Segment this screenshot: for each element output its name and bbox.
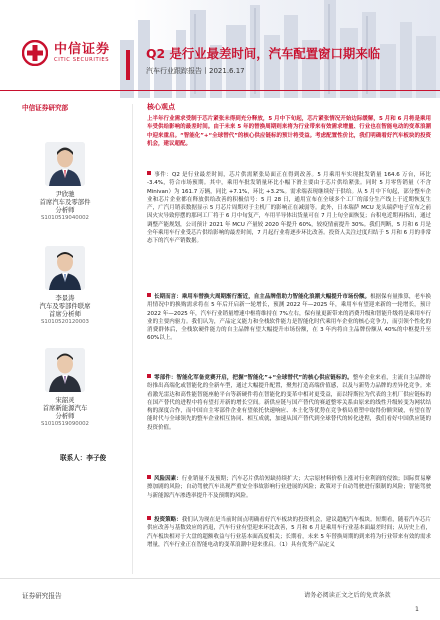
title-accent-bar [126, 50, 130, 80]
risk-heading: 风险因素： [154, 476, 182, 482]
components-paragraph [147, 374, 431, 432]
logo-chinese-name: 中信证券 [54, 41, 111, 57]
long-term-heading: 长期而言：乘用车替换大周期渐行渐近，自主品牌借助力智能化浪潮大幅提升市场份额。 [154, 294, 371, 300]
bullet-square-icon [147, 293, 151, 297]
page-number: 1 [415, 606, 419, 613]
components-heading: 零部件：智能化军备竞赛开启，把握“智能化”+“全球替代”的核心供应链标的。 [154, 375, 353, 381]
analyst-card [0, 246, 130, 327]
long-term-paragraph [147, 293, 431, 343]
analyst-name: 宋韶灵 [55, 396, 75, 404]
strategy-text: 我们认为现在是当前时间点明确看好汽车板块的投资机会，建议超配汽车板块。短期看，随着汽车芯片供应改善与基数效应的消退，汽车行业有望迎来环比改善，5 月和 6 月是乘用车行业基本面最差时间；从历史上看，汽车板块相对于大盘的超额收益与行业基本面高度相关；长期看，未来 5 年替换周期的到来将为行业带来有效的需求增量，汽车行业正在智能电动的变革浪潮中迎来重启。（1）具有优秀产品定义 [147, 517, 431, 548]
bullet-square-icon [147, 516, 151, 520]
analyst-cert-number: S1010519040002 [40, 215, 89, 221]
avatar [45, 142, 85, 186]
avatar [45, 348, 85, 392]
bullet-square-icon [147, 475, 151, 479]
report-title: Q2 是行业最差时间，汽车配置窗口期来临 [146, 46, 381, 61]
long-term-text: 根据保有量推算，老车换用情况中的换购需求将在 5 年后开启新一轮增长，预测 2022 年—2025 年，乘用车有望迎来新的一轮增长，预计 2022 年—2025 年，汽车行业销量增速中枢将维持在 7%左右，保有量更新带来的消费升级和智能升级将是乘用车行业的主要内驱力。我们认为，产品定义能力和全栈软件能力是智能化时代乘用车企业的核心竞争力，而引领个性化的消费群体后，全栈软硬件能力的自主品牌有望大幅提升市场份额，在 3 年内将自主品牌份额从 40%的中枢提升至 60%以上。 [147, 294, 431, 342]
contact-label: 联系人： [60, 454, 87, 462]
event-text: 事件：Q2 是行业最差时间，芯片供需紧张局面正在得到改善。5 月乘用车实现批发销量 164.6 万台，环比 -3.4%，符合市场预期。其中，乘用车批发销量环比小幅下滑主要由于芯片供给紧张。同时 5 月零售销量（不含 Minivan）为 161.7 万辆，同比 +7.1%，环比 +3.2%。需求端表现继续好于供给。从 5 月中下旬起，部分整车企业和芯片企业都在释放供给改善的积极信号：5 月 28 日，通用宣布在全球多个工厂的部分生产线上于近期恢复生产，广汽月销表数据显示 5 月芯片周期对于主机厂的影响正在减弱等。此外，日本瑞萨 MCU 龙头瑞萨电子宣布之前因火灾导致停摆的那珂工厂将于 6 月中旬复产，车用半导体出货量可在 7 月上旬全面恢复；台积电近期再指出，通过调整产能规划，公司预计 2021 年 MCU 产量较 2020 年提升 60%，较疫情前提升 30%。我们判断，5 月和 6 月是全年乘用车行业受芯片供给影响的最差时间，7 月起行业将逐步环比改善。投资人关注过度归结于 5 月和 6 月的非常态下的汽车产销数据。 [147, 172, 431, 245]
person-icon [45, 142, 85, 186]
analyst-sidebar [0, 98, 130, 578]
analyst-name: 李景涛 [55, 294, 75, 302]
contact-name: 李子俊 [86, 454, 107, 462]
person-icon [45, 246, 85, 290]
analyst-cert-number: S1010519090002 [40, 421, 89, 427]
report-header [0, 0, 440, 98]
analyst-name: 尹欣驰 [55, 190, 75, 198]
analyst-role: 首席新能源汽车 [42, 404, 88, 412]
components-text: 整车企业来看，主流自主品牌纷纷推出高端化或智能化的全新车型，通过大幅提升配置，聚焦打造高端价值感，以及与新势力品牌的差异化竞争。来看激光雷达和高性能智能座舱平台等新硬件将在智能化的变革中相对更受益，而以特斯拉为代表的主机厂供应链标的在国产替代的进程中将有望打开新的增长空间。新供应链与国产替代的赛道整零关系由原来的线性升级转变为网状结构的深度合作，而中国自主零部件企业有望依托快速响应、本土化等优势在竞争格局重塑中取得份额突破，有望在智能时代与全球领先的整车企业相互协同、相互成就，加速从国产替代到全球替代的转化进程，我们看好中国供应链的投资价值。 [147, 375, 431, 431]
research-team-label: 中信证券研究部 [22, 104, 69, 112]
header-rule [0, 90, 440, 91]
report-subtitle: 汽车行业跟踪报告丨2021.6.17 [146, 67, 245, 75]
bullet-square-icon [147, 171, 151, 175]
person-icon [45, 348, 85, 392]
analyst-role-title: 首席分析师 [49, 310, 81, 318]
logo-english-name: CITIC SECURITIES [54, 56, 110, 63]
citic-logo-icon [22, 40, 48, 66]
core-views-title: 核心观点 [147, 103, 175, 111]
bullet-square-icon [147, 374, 151, 378]
strategy-heading: 投资策略： [154, 517, 182, 523]
event-paragraph [147, 171, 431, 246]
analyst-cert-number: S1010520120003 [40, 319, 89, 325]
analyst-role: 首席汽车及零部件 [39, 198, 91, 206]
citic-logo [22, 40, 110, 66]
risk-text: 行业销量不及预期；汽车芯片供给短缺持续扩大；大宗原材料价格上涨对行业利润的侵蚀；国际贸易摩擦加剧的风险；自动驾驶汽车出现严重安全事故影响行业进展的风险；政策对于自动驾驶进行限制的风险；智能驾驶与新能源汽车渗透率提升不及预期的风险。 [147, 476, 431, 499]
footer-disclaimer: 请务必阅读正文之后的免责条款 [304, 592, 391, 599]
avatar [45, 246, 85, 290]
strategy-paragraph [147, 516, 431, 549]
contact-person [60, 452, 106, 462]
analyst-card [0, 142, 130, 223]
footer-report-type: 证券研究报告 [22, 592, 62, 600]
analyst-role-title: 分析师 [55, 206, 75, 214]
summary-paragraph [147, 115, 431, 148]
column-divider [132, 104, 133, 574]
analyst-card [0, 348, 130, 429]
summary-text: 上半年行业需求受制于芯片紧张未得到充分释放，5 月中下旬起，芯片紧张情况开始边际缓解，5 月和 6 月将是乘用车受供给影响的最差时间。由于未来 5 年的替换周期则来将为行业带来有效需求增量、行业也在智能电动的变革浪潮中迎来重启。“智能化”+“全球替代”的核心供应链标的预计将受益。考虑配置性价比，我们明确看好汽车板块的投资机会，建议超配。 [147, 116, 431, 147]
analyst-role: 汽车及零部件联席 [39, 302, 91, 310]
risk-paragraph [147, 475, 431, 500]
footer-rule [0, 578, 440, 579]
analyst-role-title: 分析师 [55, 412, 75, 420]
